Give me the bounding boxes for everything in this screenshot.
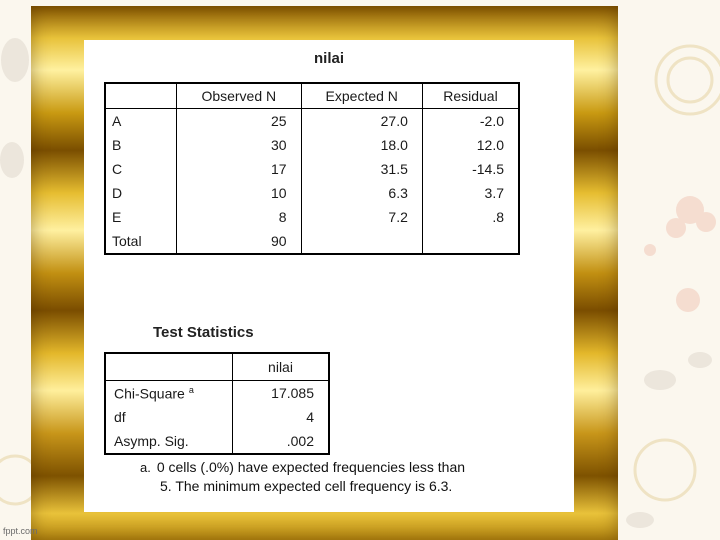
footnote xyxy=(140,458,570,496)
residual-value: 12.0 xyxy=(476,137,504,153)
residual-value: -2.0 xyxy=(479,113,504,129)
table-row xyxy=(105,429,329,454)
expected-value: 7.2 xyxy=(301,205,422,229)
expected-value: 27.0 xyxy=(301,109,422,134)
header-cell xyxy=(105,83,177,109)
table-row xyxy=(105,157,519,181)
stats-header-row xyxy=(105,353,329,381)
expected-value: 6.3 xyxy=(301,181,422,205)
table-row-total xyxy=(105,229,519,254)
category-label: A xyxy=(105,109,177,134)
observed-value: 17 xyxy=(177,157,302,181)
test-statistics-table xyxy=(104,352,330,455)
footnote-mark: a. xyxy=(140,460,151,475)
category-label: E xyxy=(105,205,177,229)
category-label: C xyxy=(105,157,177,181)
expected-value: 31.5 xyxy=(301,157,422,181)
residual-value: .8 xyxy=(492,209,504,225)
statistic-name: Chi-Square xyxy=(114,385,185,402)
header-residual: Residual xyxy=(422,83,519,109)
table-row xyxy=(105,205,519,229)
header-expected: Expected N xyxy=(301,83,422,109)
header-observed: Observed N xyxy=(177,83,302,109)
table-row xyxy=(105,405,329,429)
header-nilai: nilai xyxy=(233,353,330,381)
expected-value xyxy=(301,229,422,254)
table-row xyxy=(105,381,329,406)
table-row xyxy=(105,133,519,157)
residual-value: 3.7 xyxy=(484,185,504,201)
statistic-label xyxy=(105,429,233,454)
observed-value: 25 xyxy=(177,109,302,134)
residual-value xyxy=(422,229,519,254)
frequency-table-title: nilai xyxy=(313,50,344,67)
frequency-header-row xyxy=(105,83,519,109)
statistic-name: Asymp. Sig. xyxy=(114,433,189,449)
statistic-label xyxy=(105,381,233,406)
frequency-table xyxy=(104,82,520,255)
watermark: fppt.com xyxy=(3,526,38,536)
observed-value: 10 xyxy=(177,181,302,205)
footnote-line-2: 5. The minimum expected cell frequency is 6.3. xyxy=(160,478,453,494)
statistic-name: df xyxy=(114,409,126,425)
category-label: D xyxy=(105,181,177,205)
category-label: Total xyxy=(105,229,177,254)
residual-value: -14.5 xyxy=(472,161,504,177)
category-label: B xyxy=(105,133,177,157)
observed-value: 30 xyxy=(177,133,302,157)
footnote-line-1: 0 cells (.0%) have expected frequencies less than xyxy=(156,459,466,475)
observed-value: 90 xyxy=(177,229,302,254)
statistic-value: 17.085 xyxy=(271,385,314,401)
footnote-marker: a xyxy=(188,384,194,395)
expected-value: 18.0 xyxy=(301,133,422,157)
table-row xyxy=(105,181,519,205)
statistic-value: .002 xyxy=(286,433,314,449)
observed-value: 8 xyxy=(177,205,302,229)
header-cell xyxy=(105,353,233,381)
statistic-label xyxy=(105,405,233,429)
table-row xyxy=(105,109,519,134)
test-statistics-title: Test Statistics xyxy=(153,324,254,341)
statistic-value: 4 xyxy=(306,409,314,425)
